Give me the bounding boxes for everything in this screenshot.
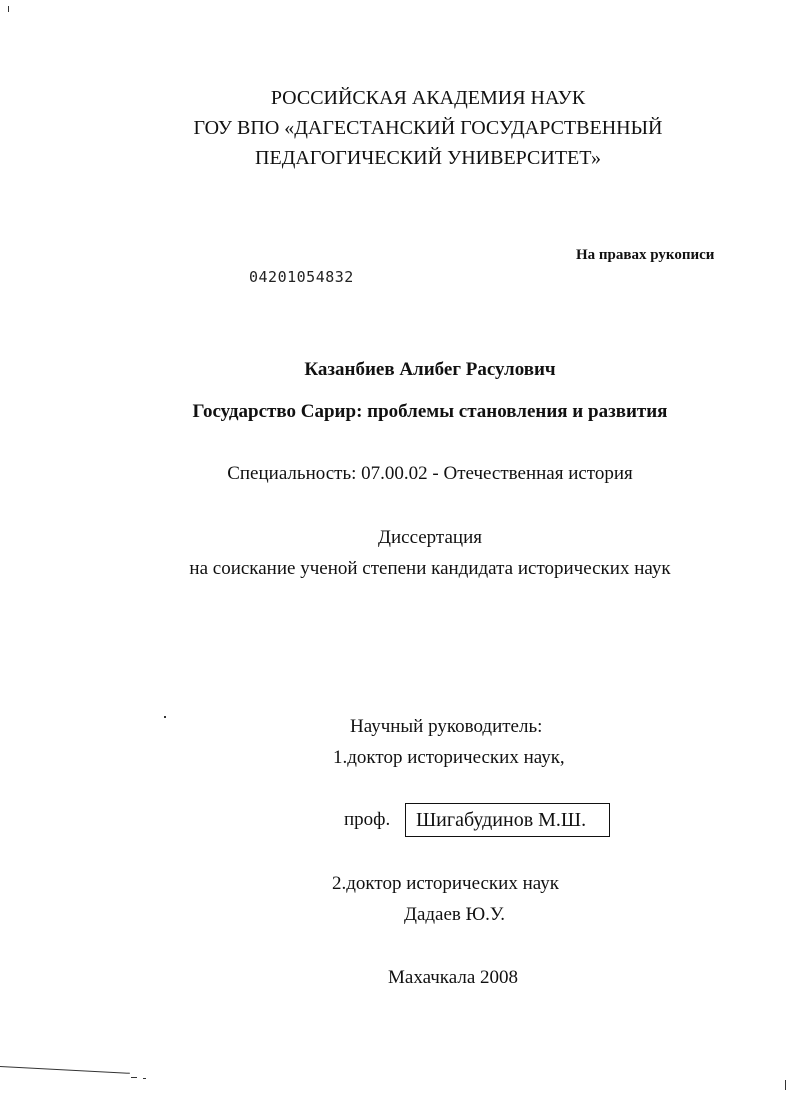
header-line-2: ГОУ ВПО «ДАГЕСТАНСКИЙ ГОСУДАРСТВЕННЫЙ [193, 117, 663, 139]
header-line-1: РОССИЙСКАЯ АКАДЕМИЯ НАУК [270, 87, 586, 109]
scan-artifact-dash-1 [131, 1077, 137, 1078]
supervisor-1-rank: проф. [344, 809, 391, 830]
supervisor-2-degree: 2.доктор исторических наук [332, 873, 559, 894]
degree-sought: на соискание ученой степени кандидата исторических наук [189, 558, 671, 579]
supervisor-heading: Научный руководитель: [350, 716, 543, 737]
supervisor-1-degree: 1.доктор исторических наук, [333, 747, 565, 768]
scan-artifact-corner [785, 1080, 786, 1090]
supervisor-2-name: Дадаев Ю.У. [404, 904, 506, 925]
scan-artifact-top [8, 6, 9, 12]
dissertation-type: Диссертация [378, 527, 482, 548]
speciality: Специальность: 07.00.02 - Отечественная история [227, 463, 633, 484]
author-name: Казанбиев Алибег Расулович [304, 359, 556, 380]
scan-artifact-dot [164, 716, 166, 718]
place-year: Махачкала 2008 [387, 967, 519, 988]
inventory-number: 04201054832 [249, 268, 354, 286]
supervisor-1-name: Шигабудинов М.Ш. [416, 809, 587, 831]
supervisor-1-name-box [405, 803, 610, 837]
scan-artifact-line [0, 1066, 130, 1074]
scan-artifact-dash-2 [143, 1078, 146, 1079]
dissertation-title: Государство Сарир: проблемы становления и развития [192, 401, 668, 422]
rights-note: На правах рукописи [576, 247, 715, 263]
header-line-3: ПЕДАГОГИЧЕСКИЙ УНИВЕРСИТЕТ» [255, 147, 601, 169]
